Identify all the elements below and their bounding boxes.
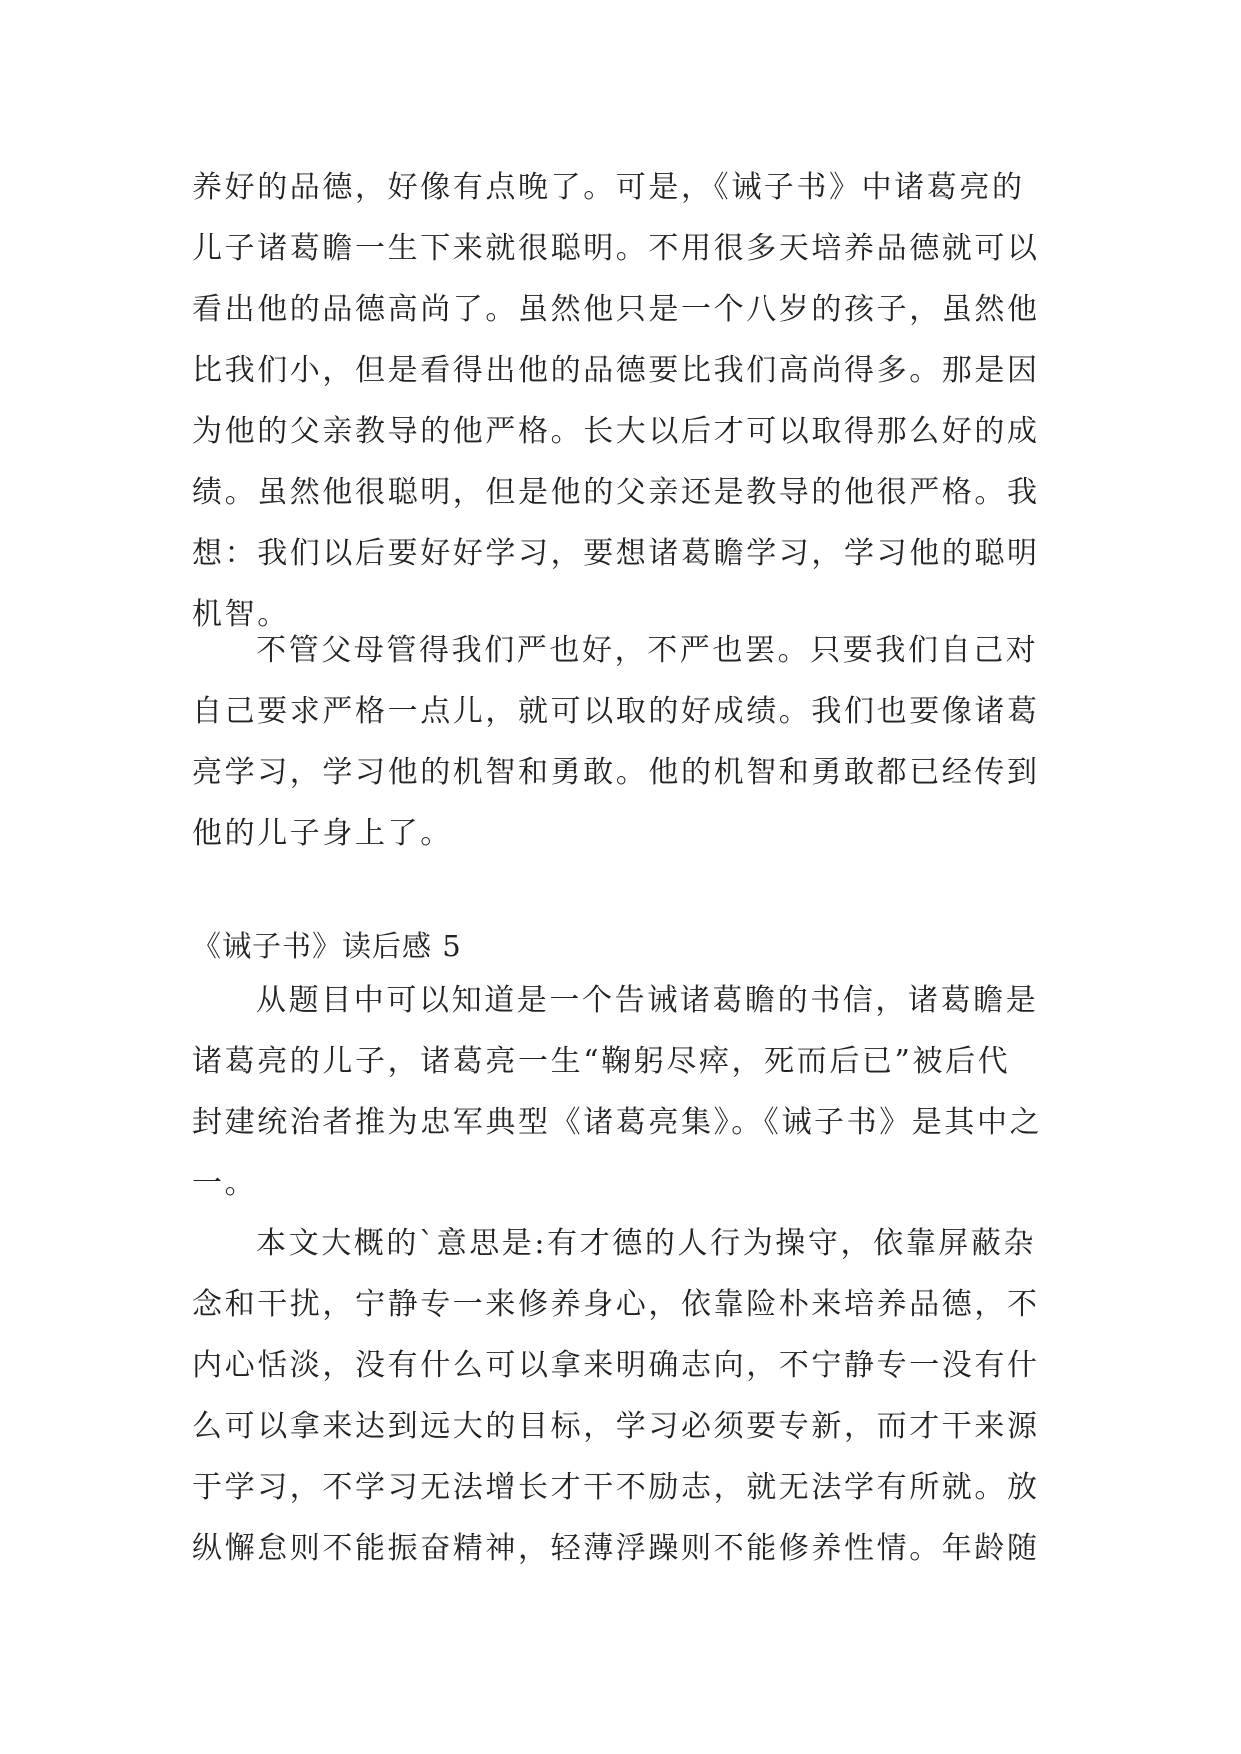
text-line: 想：我们以后要好好学习，要想诸葛瞻学习，学习他的聪明 — [192, 536, 1040, 571]
text-line: 自己要求严格一点儿，就可以取的好成绩。我们也要像诸葛 — [192, 694, 1040, 729]
paragraph-4 — [192, 1213, 1050, 1579]
text-line: 封建统治者推为忠军典型《诸葛亮集》。《诫子书》是其中之 — [192, 1105, 1043, 1140]
text-line: 诸葛亮的儿子，诸葛亮一生“鞠躬尽瘁，死而后已”被后代 — [192, 1044, 1011, 1079]
paragraph-1 — [192, 157, 1050, 645]
text-line: 看出他的品德高尚了。虽然他只是一个八岁的孩子，虽然他 — [192, 292, 1040, 327]
text-line: 比我们小，但是看得出他的品德要比我们高尚得多。那是因 — [192, 353, 1040, 388]
text-line: 纵懈怠则不能振奋精神，轻薄浮躁则不能修养性情。年龄随 — [192, 1531, 1040, 1566]
paragraph-2 — [192, 620, 1050, 864]
paragraph-3 — [192, 970, 1050, 1214]
text-line: 绩。虽然他很聪明，但是他的父亲还是教导的他很严格。我 — [192, 475, 1040, 510]
text-line: 念和干扰，宁静专一来修养身心，依靠险朴来培养品德，不 — [192, 1287, 1040, 1322]
text-line: 么可以拿来达到远大的目标，学习必须要专新，而才干来源 — [192, 1409, 1040, 1444]
text-line: 本文大概的`意思是:有才德的人行为操守，依靠屏蔽杂 — [256, 1226, 1037, 1261]
text-line: 养好的品德，好像有点晚了。可是，《诫子书》中诸葛亮的 — [192, 170, 1025, 205]
text-line: 亮学习，学习他的机智和勇敢。他的机智和勇敢都已经传到 — [192, 755, 1040, 790]
text-line: 内心恬淡，没有什么可以拿来明确志向，不宁静专一没有什 — [192, 1348, 1040, 1383]
text-line: 一。 — [192, 1166, 258, 1201]
text-line: 从题目中可以知道是一个告诫诸葛瞻的书信，诸葛瞻是 — [256, 983, 1039, 1018]
text-line: 为他的父亲教导的他严格。长大以后才可以取得那么好的成 — [192, 414, 1040, 449]
text-line: 机智。 — [192, 597, 290, 632]
text-line: 他的儿子身上了。 — [192, 816, 453, 851]
section-title: 《诫子书》读后感 5 — [192, 929, 462, 963]
text-line: 不管父母管得我们严也好，不严也罢。只要我们自己对 — [256, 633, 1039, 668]
text-line: 于学习，不学习无法增长才干不励志，就无法学有所就。放 — [192, 1470, 1040, 1505]
text-line: 儿子诸葛瞻一生下来就很聪明。不用很多天培养品德就可以 — [192, 231, 1040, 266]
